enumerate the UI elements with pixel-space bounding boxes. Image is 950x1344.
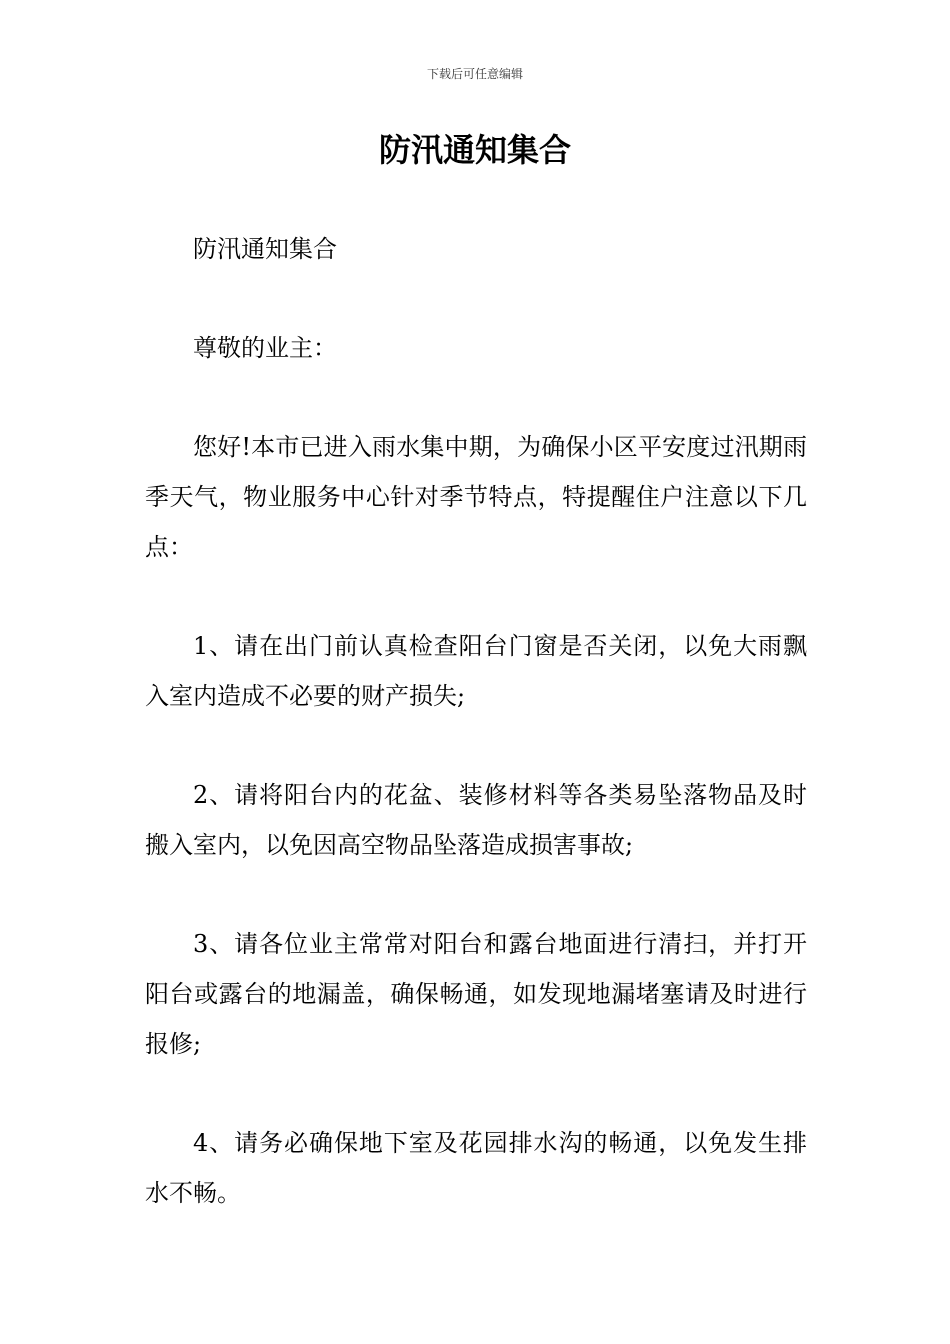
paragraph-intro: 您好!本市已进入雨水集中期，为确保小区平安度过汛期雨季天气，物业服务中心针对季节特点，特提醒住户注意以下几点： bbox=[145, 433, 807, 561]
paragraph-item-4: 4、请务必确保地下室及花园排水沟的畅通，以免发生排水不畅。 bbox=[145, 1129, 807, 1207]
paragraph-salutation: 尊敬的业主： bbox=[193, 334, 337, 362]
document-body bbox=[145, 224, 807, 1267]
header-note: 下载后可任意编辑 bbox=[426, 67, 523, 81]
document-title: 防汛通知集合 bbox=[378, 131, 571, 169]
paragraph-item-2: 2、请将阳台内的花盆、装修材料等各类易坠落物品及时搬入室内，以免因高空物品坠落造成损害事故; bbox=[145, 781, 807, 859]
paragraph-item-1: 1、请在出门前认真检查阳台门窗是否关闭，以免大雨飘入室内造成不必要的财产损失; bbox=[145, 632, 807, 710]
paragraph-item-3: 3、请各位业主常常对阳台和露台地面进行清扫，并打开阳台或露台的地漏盖，确保畅通，如发现地漏堵塞请及时进行报修; bbox=[145, 930, 807, 1058]
paragraph-subtitle: 防汛通知集合 bbox=[193, 235, 337, 263]
